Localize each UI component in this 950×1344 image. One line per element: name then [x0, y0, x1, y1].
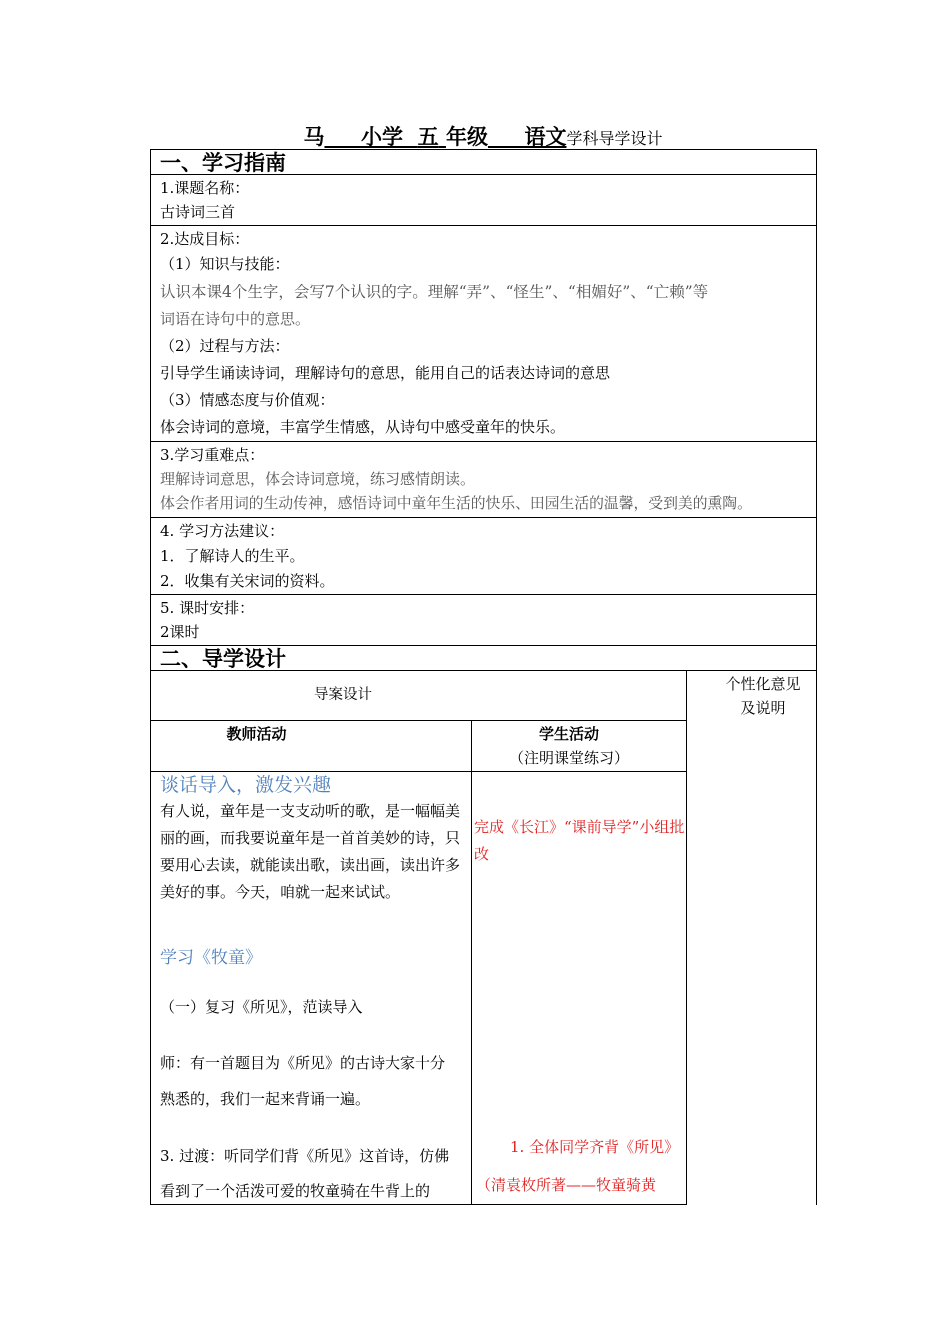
title-suffix: 学科导学设计	[566, 129, 663, 148]
teacher-header: 教师活动	[226, 725, 287, 743]
goal3-label: （3）情感态度与价值观：	[160, 391, 335, 409]
goal2-label: （2）过程与方法：	[160, 337, 290, 355]
goals-label: 2.达成目标：	[160, 230, 250, 248]
title-name: 马	[303, 125, 325, 149]
step1-text: （一）复习《所见》，范读导入	[160, 998, 363, 1016]
title-school: 小学	[361, 125, 404, 149]
topic-label: 1.课题名称：	[160, 179, 250, 197]
method-2: 2．收集有关宋词的资料。	[160, 572, 335, 590]
personal-header-1: 个性化意见	[725, 675, 801, 693]
goal1-line2: 词语在诗句中的意思。	[160, 310, 311, 328]
teacher-line-1: 师：有一首题目为《所见》的古诗大家十分	[160, 1054, 446, 1072]
hours-label: 5. 课时安排：	[160, 599, 255, 617]
transition-line-2: 看到了一个活泼可爱的牧童骑在牛背上的	[160, 1182, 431, 1200]
teacher-line-2: 熟悉的，我们一起来背诵一遍。	[160, 1090, 371, 1108]
student-task-1: 完成《长江》“课前导学”小组批改	[474, 818, 685, 863]
section1-heading: 一、学习指南	[160, 151, 286, 175]
goal1-label: （1）知识与技能：	[160, 255, 290, 273]
goal3-text: 体会诗词的意境，丰富学生情感，从诗句中感受童年的快乐。	[160, 418, 566, 436]
design-header: 导案设计	[314, 687, 372, 703]
goal1-line1: 认识本课4个生字，会写7个认识的字。理解“弄”、“怪生”、“相媚好”、“亡赖”等	[160, 283, 709, 301]
method-1: 1．了解诗人的生平。	[160, 547, 305, 565]
student-recite: 1. 全体同学齐背《所见》	[510, 1138, 680, 1156]
intro-title: 谈话导入，激发兴趣	[160, 774, 332, 796]
title-subject: 语文	[524, 125, 567, 149]
key-point-1: 理解诗词意思，体会诗词意境，练习感情朗读。	[160, 470, 476, 488]
personal-header-2: 及说明	[740, 699, 786, 717]
student-poem-note: （清袁枚所著——牧童骑黄	[476, 1176, 657, 1194]
topic-value: 古诗词三首	[160, 203, 236, 221]
study-title: 学习《牧童》	[160, 948, 262, 968]
title-grade: 年级	[445, 125, 488, 149]
intro-text: 有人说，童年是一支支动听的歌，是一幅幅美丽的画，而我要说童年是一首首美妙的诗，只要用心去读，就能读出歌，读出画，读出许多美好的事。今天，咱就一起来试试。	[160, 802, 461, 901]
page-title	[150, 124, 816, 152]
section2-heading: 二、导学设计	[160, 647, 286, 671]
title-grade-num: 五	[417, 125, 439, 149]
hours-value: 2课时	[160, 623, 200, 641]
method-label: 4. 学习方法建议：	[160, 522, 285, 540]
design-table-top	[150, 670, 817, 671]
goal2-text: 引导学生诵读诗词，理解诗句的意思，能用自己的话表达诗词的意思	[160, 364, 611, 382]
key-label: 3.学习重难点：	[160, 446, 265, 464]
key-point-2: 体会作者用词的生动传神，感悟诗词中童年生活的快乐、田园生活的温馨，受到美的熏陶。	[160, 495, 752, 512]
student-header: 学生活动	[538, 725, 599, 743]
student-subheader: （注明课堂练习）	[508, 749, 629, 767]
transition-line-1: 3. 过渡：听同学们背《所见》这首诗，仿佛	[160, 1147, 450, 1165]
